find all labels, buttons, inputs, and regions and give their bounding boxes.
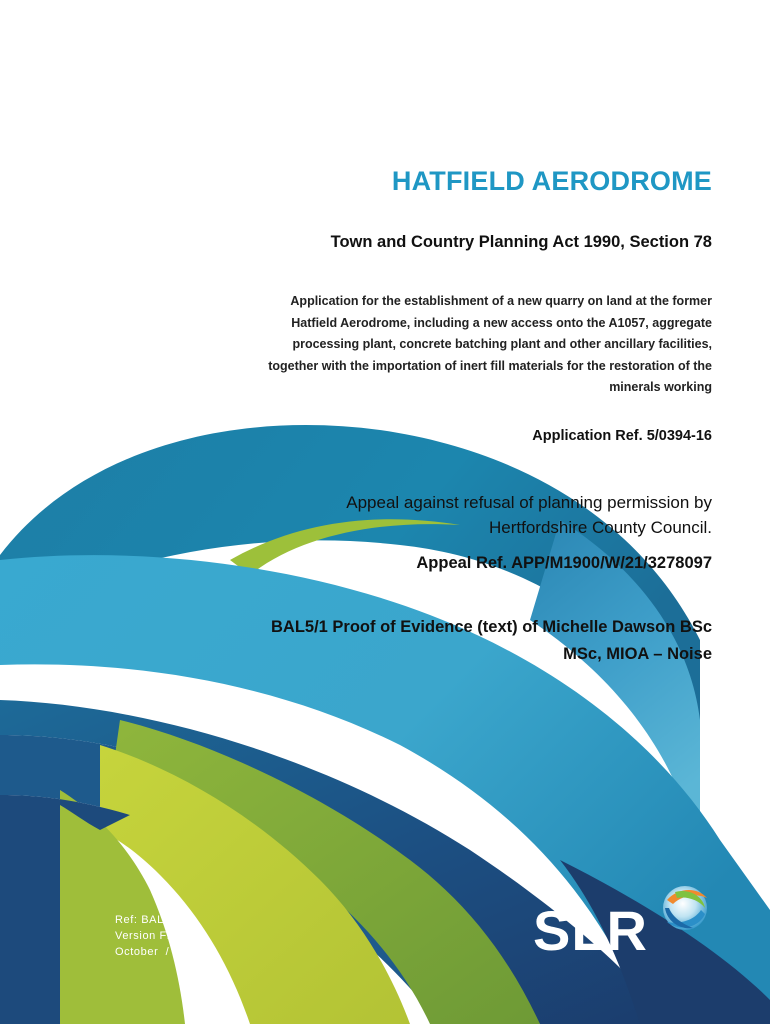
document-footer-reference: [115, 912, 200, 960]
globe-icon: [655, 878, 715, 938]
proof-of-evidence-title: BAL5/1 Proof of Evidence (text) of Michelle Dawson BSc MSc, MIOA – Noise: [271, 618, 712, 663]
appeal-reference: Appeal Ref. APP/M1900/W/21/3278097: [416, 554, 712, 572]
document-title: HATFIELD AERODROME: [391, 166, 712, 196]
slr-logo: [533, 878, 723, 968]
act-subtitle: Town and Country Planning Act 1990, Section 78: [330, 233, 712, 251]
appeal-statement: Appeal against refusal of planning permission by Hertfordshire County Council.: [346, 493, 712, 537]
footer-date: October / 2021: [115, 946, 200, 958]
logo-text: SLR: [533, 899, 648, 962]
footer-version: Version Final: [115, 930, 187, 942]
application-description: Application for the establishment of a new quarry on land at the former Hatfield Aerodrome, including a new access onto the A1057, aggregate processing plant, concrete batching plant and other ancillary facilities, together with the importation of inert fill materials for the restoration of the minerals working: [268, 294, 712, 394]
application-reference: Application Ref. 5/0394-16: [532, 428, 712, 444]
footer-ref: Ref: BAL5/1: [115, 914, 181, 926]
